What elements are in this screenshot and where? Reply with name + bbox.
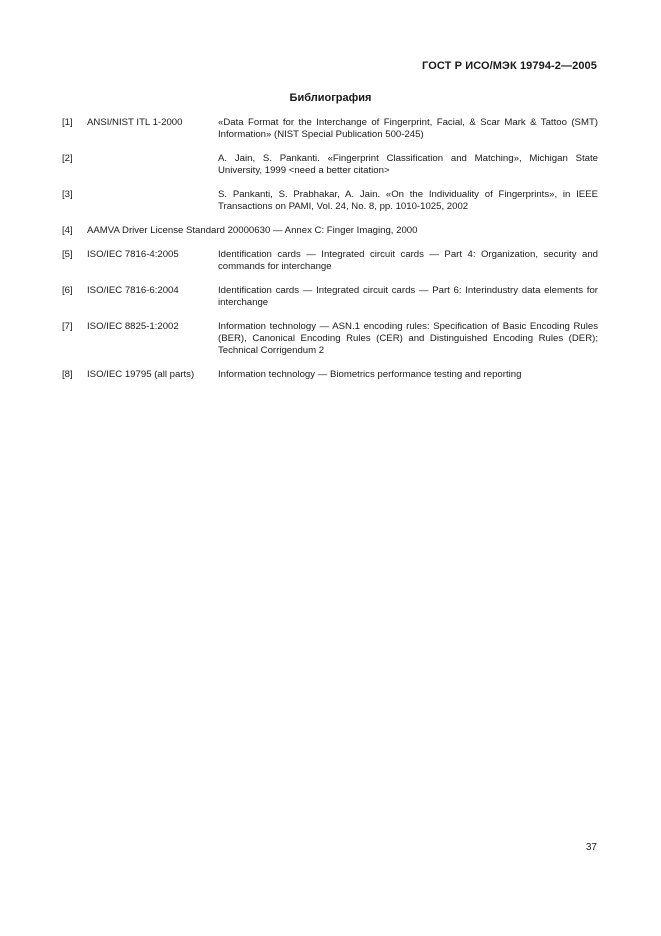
- entry-title: Identification cards — Integrated circuit cards — Part 6: Interindustry data elements for interchange: [218, 285, 598, 308]
- entry-standard-code: ISO/IEC 19795 (all parts): [87, 369, 195, 380]
- bibliography-entry: [62, 321, 598, 357]
- entry-number: [4]: [62, 225, 73, 236]
- entry-title: Identification cards — Integrated circuit cards — Part 4: Organization, security and commands for interchange: [218, 249, 598, 272]
- bibliography-entry: [62, 285, 598, 309]
- entry-standard-code: ISO/IEC 7816-4:2005: [87, 249, 179, 260]
- bibliography-list: [62, 117, 598, 393]
- bibliography-heading: Библиография: [289, 92, 372, 104]
- entry-title: Information technology — Biometrics performance testing and reporting: [218, 369, 522, 380]
- entry-standard-code: ANSI/NIST ITL 1-2000: [87, 117, 183, 128]
- entry-number: [8]: [62, 369, 73, 380]
- entry-number: [6]: [62, 285, 73, 296]
- page-number: 37: [585, 842, 597, 853]
- entry-standard-code: ISO/IEC 7816-6:2004: [87, 285, 179, 296]
- entry-standard-code: ISO/IEC 8825-1:2002: [87, 321, 179, 332]
- entry-number: [1]: [62, 117, 73, 128]
- bibliography-entry: [62, 369, 598, 381]
- bibliography-entry: [62, 225, 598, 237]
- entry-number: [2]: [62, 153, 73, 164]
- entry-full-text: AAMVA Driver License Standard 20000630 — Annex C: Finger Imaging, 2000: [87, 225, 418, 236]
- entry-title: A. Jain, S. Pankanti. «Fingerprint Classification and Matching», Michigan State University, 1999 <need a better citation>: [218, 153, 598, 176]
- entry-title: Information technology — ASN.1 encoding rules: Specification of Basic Encoding Rules (BER), Canonical Encoding Rules (CER) and Distinguished Encoding Rules (DER); Technical Corrigendum 2: [218, 321, 598, 356]
- entry-title: «Data Format for the Interchange of Fingerprint, Facial, & Scar Mark & Tattoo (SMT) Information» (NIST Special Publication 500-245): [218, 117, 598, 140]
- entry-title: S. Pankanti, S. Prabhakar, A. Jain. «On the Individuality of Fingerprints», in IEEE Transactions on PAMI, Vol. 24, No. 8, pp. 1010-1025, 2002: [218, 189, 598, 212]
- bibliography-entry: [62, 189, 598, 213]
- bibliography-entry: [62, 117, 598, 141]
- document-header-id: ГОСТ Р ИСО/МЭК 19794-2—2005: [422, 60, 597, 72]
- bibliography-entry: [62, 153, 598, 177]
- bibliography-entry: [62, 249, 598, 273]
- entry-number: [3]: [62, 189, 73, 200]
- entry-number: [5]: [62, 249, 73, 260]
- entry-number: [7]: [62, 321, 73, 332]
